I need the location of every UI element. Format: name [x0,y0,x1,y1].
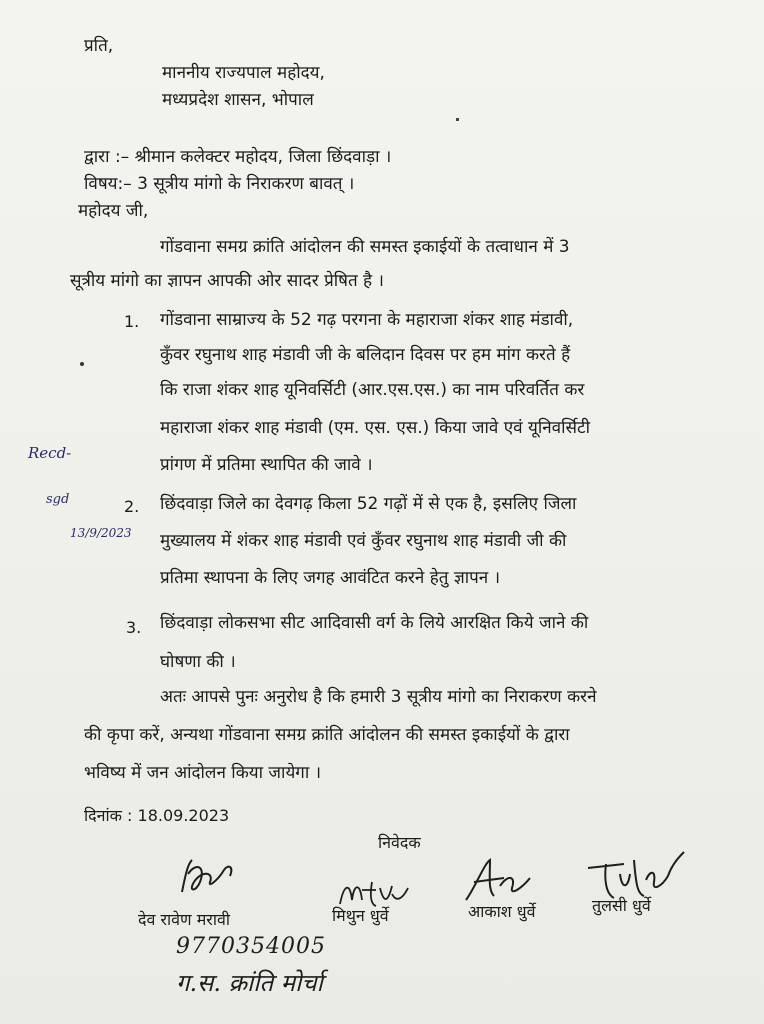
handwritten-phone: 9770354005 [176,934,326,959]
demand-3-line: छिंदवाड़ा लोकसभा सीट आदिवासी वर्ग के लिये आरक्षित किये जाने की [160,613,589,633]
subject-line: विषय:– 3 सूत्रीय मांगो के निराकरण बावत् । [84,174,355,194]
demand-number: 2. [124,497,140,516]
demand-1-line: गोंडवाना साम्राज्य के 52 गढ़ परगना के महाराजा शंकर शाह मंडावी, [160,310,574,330]
date-line: दिनांक : 18.09.2023 [84,806,230,825]
received-initials: sgd [46,492,70,507]
recipient-line-1: माननीय राज्यपाल महोदय, [162,63,325,83]
margin-dot [80,362,84,366]
signatory-name: मिथुन धुर्वे [332,906,389,925]
closing-line-2: की कृपा करें, अन्यथा गोंडवाना समग्र क्रांति आंदोलन की समस्त इकाईयों के द्वारा [84,725,570,745]
recipient-line-2: मध्यप्रदेश शासन, भोपाल [162,90,314,110]
to-label: प्रति, [84,36,114,56]
closing-line-1: अतः आपसे पुनः अनुरोध है कि हमारी 3 सूत्रीय मांगो का निराकरण करने [160,687,597,707]
intro-line-2: सूत्रीय मांगो का ज्ञापन आपकी ओर सादर प्रेषित है । [70,271,384,291]
stray-mark [456,118,459,121]
received-date: 13/9/2023 [70,526,132,540]
intro-line-1: गोंडवाना समग्र क्रांति आंदोलन की समस्त इकाईयों के तत्वाधान में 3 [160,237,570,257]
via-line: द्वारा :– श्रीमान कलेक्टर महोदय, जिला छिंदवाड़ा । [84,147,392,167]
closing-line-3: भविष्य में जन आंदोलन किया जायेगा । [84,763,322,783]
demand-1-line: प्रांगण में प्रतिमा स्थापित की जावे । [160,455,373,475]
demand-2-line: प्रतिमा स्थापना के लिए जगह आवंटित करने हेतु ज्ञापन । [160,568,501,588]
demand-number: 3. [126,618,142,637]
handwritten-organisation: ग.स. क्रांति मोर्चा [176,969,323,997]
signature-3 [460,856,536,906]
signature-1 [174,852,244,900]
salutation: महोदय जी, [78,201,149,221]
received-note: Recd- [28,444,72,462]
signatory-name: तुलसी धुर्वे [592,896,651,915]
applicant-label: निवेदक [378,833,421,852]
demand-2-line: मुख्यालय में शंकर शाह मंडावी एवं कुँवर रघुनाथ शाह मंडावी जी की [160,531,567,551]
demand-1-line: कुँवर रघुनाथ शाह मंडावी जी के बलिदान दिवस पर हम मांग करते हैं [160,345,571,365]
signatory-name: आकाश धुर्वे [468,902,536,921]
demand-1-line: कि राजा शंकर शाह यूनिवर्सिटी (आर.एस.एस.) का नाम परिवर्तित कर [160,380,585,400]
signatory-name: देव रावेण मरावी [138,910,231,929]
demand-3-line: घोषणा की । [160,652,236,672]
demand-1-line: महाराजा शंकर शाह मंडावी (एम. एस. एस.) किया जावे एवं यूनिवर्सिटी [160,418,590,438]
demand-number: 1. [124,312,140,331]
demand-2-line: छिंदवाड़ा जिले का देवगढ़ किला 52 गढ़ों में से एक है, इसलिए जिला [160,494,577,514]
